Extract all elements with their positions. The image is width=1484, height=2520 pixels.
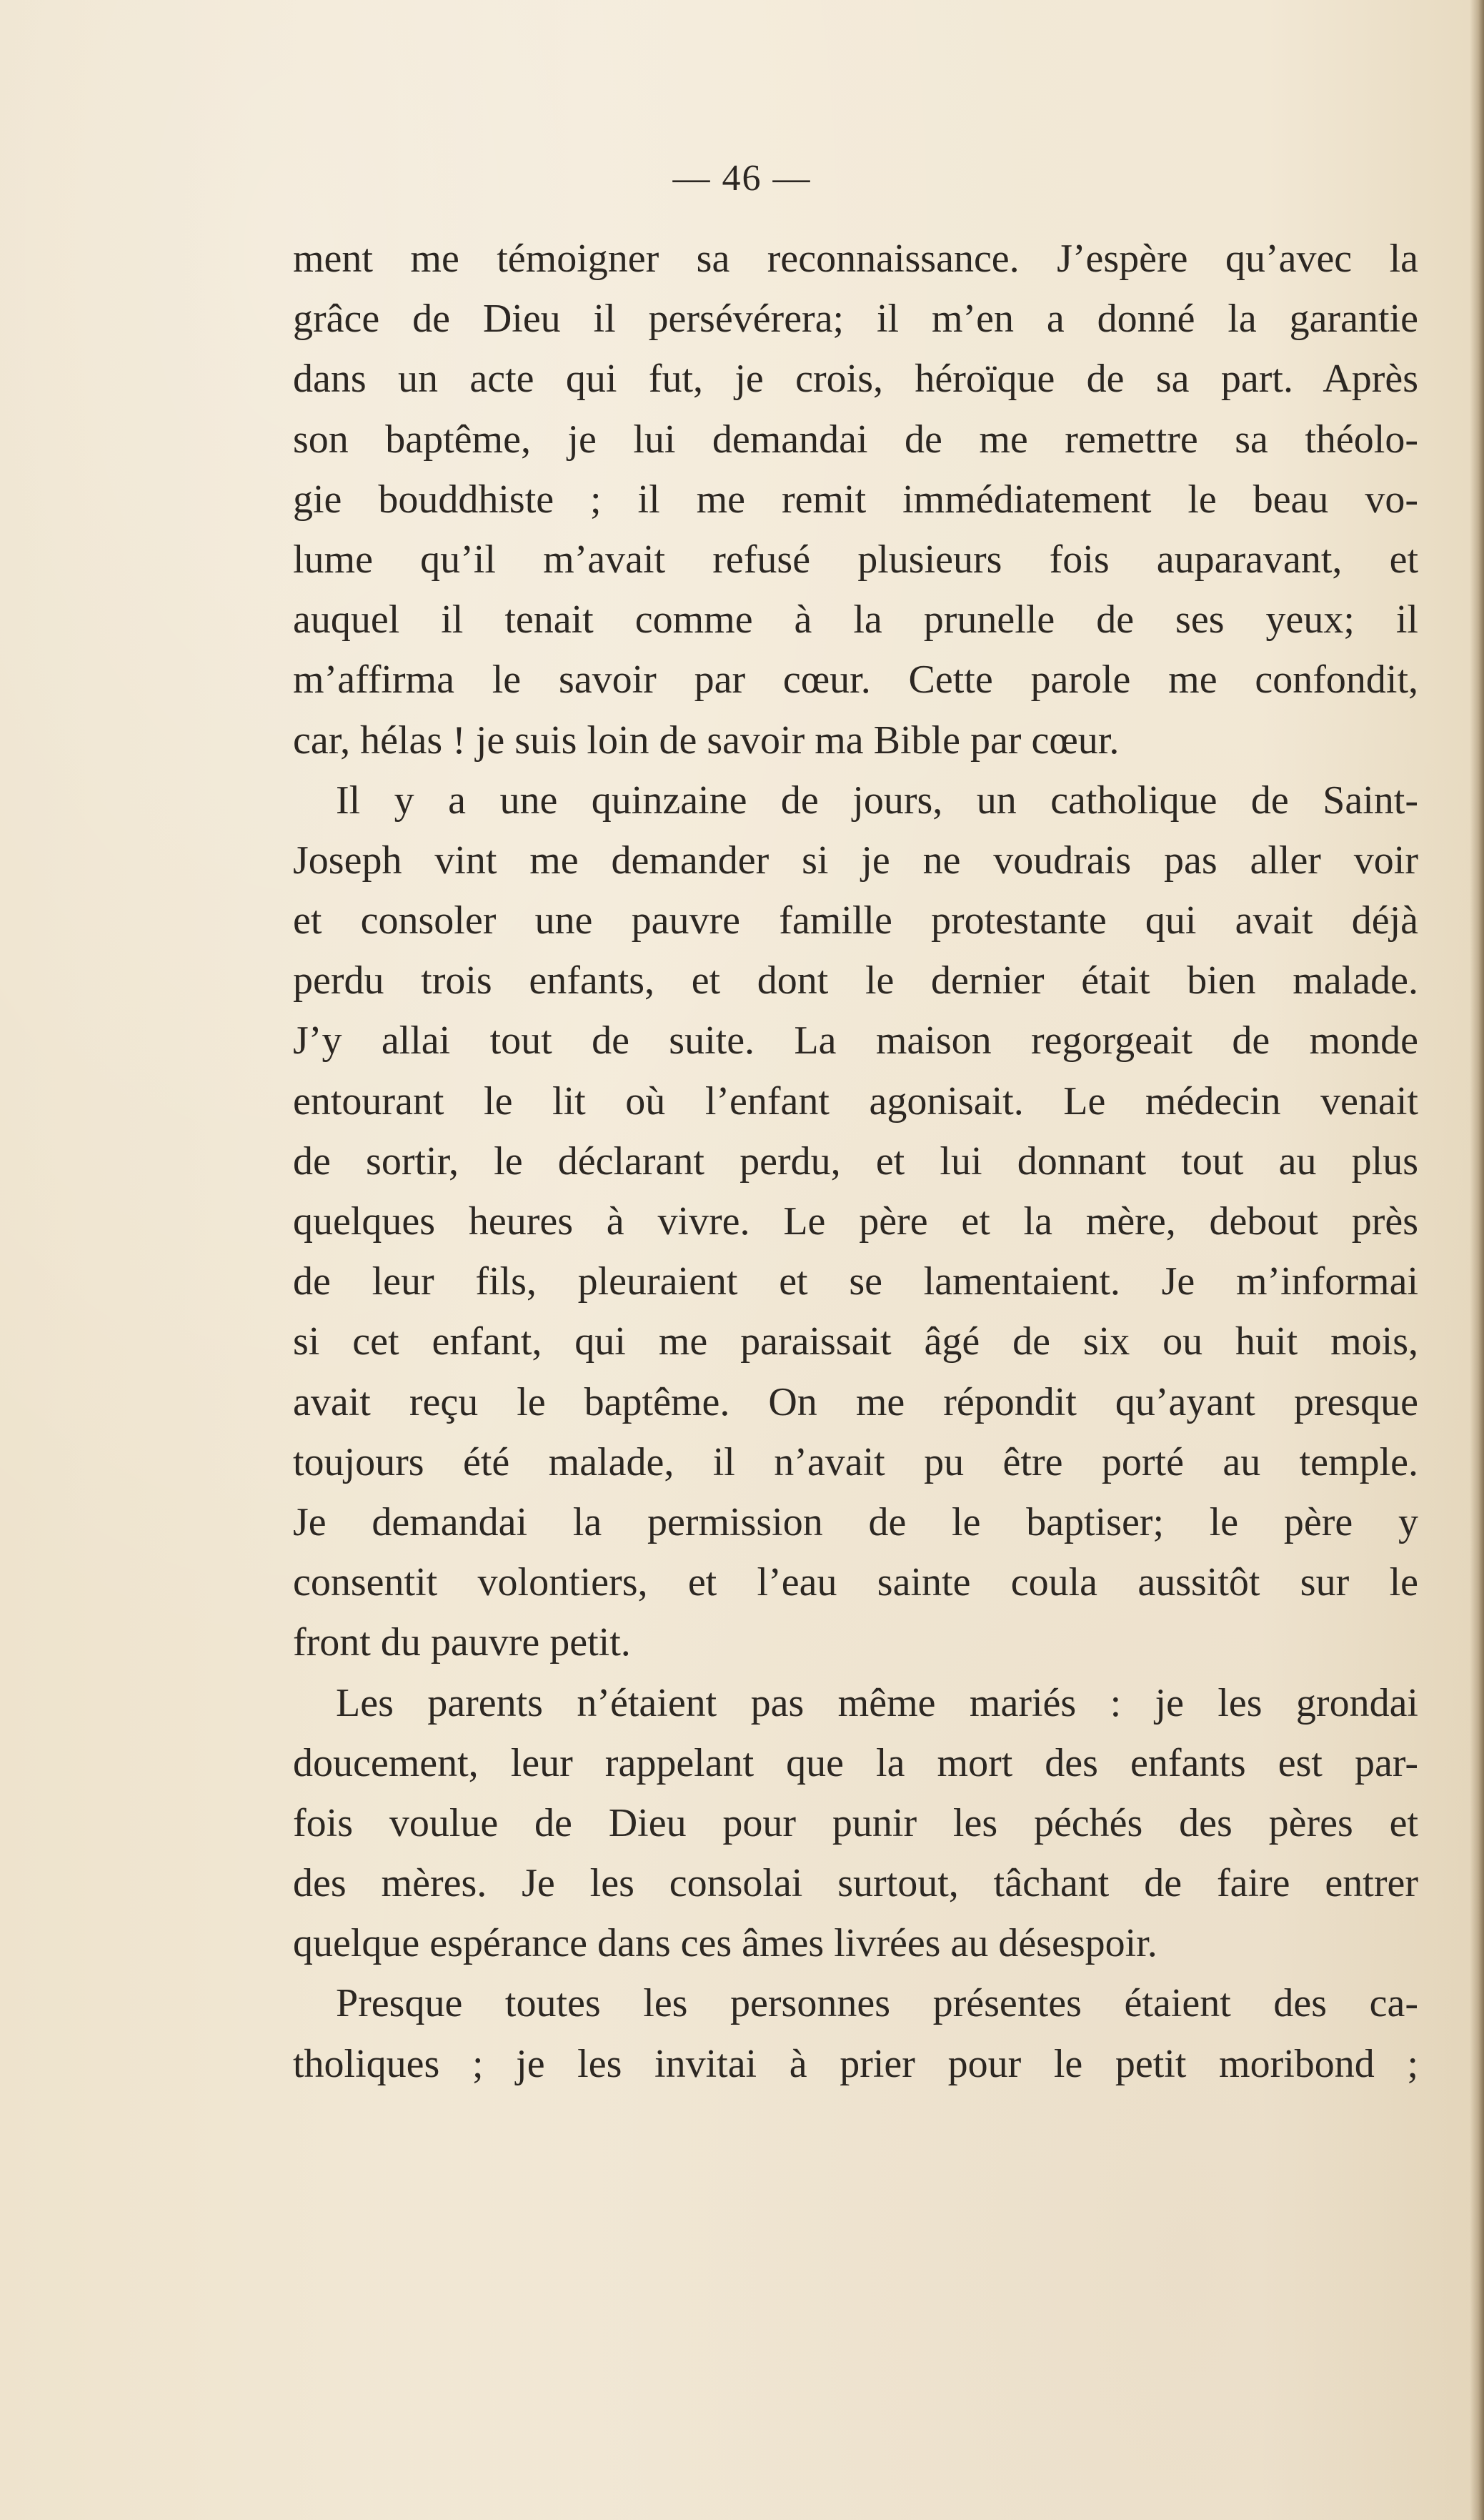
text-line: m’affirma le savoir par cœur. Cette parole me confondit, — [293, 658, 1418, 703]
paragraph — [293, 770, 1418, 1673]
text-line: toujours été malade, il n’avait pu être porté au temple. — [293, 1439, 1418, 1484]
text-line: car, hélas ! je suis loin de savoir ma Bible par cœur. — [293, 718, 1120, 763]
paragraph-container — [293, 229, 1418, 2094]
text-line: de sortir, le déclarant perdu, et lui donnant tout au plus — [293, 1139, 1418, 1184]
text-line: fois voulue de Dieu pour punir les péchés des pères et — [293, 1800, 1418, 1845]
text-line: Il y a une quinzaine de jours, un catholique de Saint- — [336, 778, 1418, 823]
text-line: ment me témoigner sa reconnaissance. J’espère qu’avec la — [293, 237, 1418, 281]
text-line: lume qu’il m’avait refusé plusieurs fois auparavant, et — [293, 537, 1418, 582]
text-line: son baptême, je lui demandai de me remettre sa théolo- — [293, 417, 1418, 462]
text-line: des mères. Je les consolai surtout, tâchant de faire entrer — [293, 1861, 1418, 1906]
page-number: — 46 — — [672, 158, 812, 199]
text-line: quelques heures à vivre. Le père et la mère, debout près — [293, 1199, 1418, 1244]
text-line: doucement, leur rappelant que la mort des enfants est par- — [293, 1740, 1418, 1785]
paragraph — [293, 1673, 1418, 1974]
page-edge-shadow — [1470, 0, 1484, 2520]
text-line: Je demandai la permission de le baptiser; le père y — [293, 1499, 1418, 1544]
text-line: si cet enfant, qui me paraissait âgé de six ou huit mois, — [293, 1319, 1418, 1364]
text-line: consentit volontiers, et l’eau sainte coula aussitôt sur le — [293, 1560, 1418, 1605]
text-line: et consoler une pauvre famille protestante qui avait déjà — [293, 898, 1418, 943]
text-line: entourant le lit où l’enfant agonisait. Le médecin venait — [293, 1078, 1418, 1123]
text-line: perdu trois enfants, et dont le dernier était bien malade. — [293, 958, 1418, 1003]
text-line: Presque toutes les personnes présentes étaient des ca- — [336, 1981, 1418, 2026]
paragraph — [293, 229, 1418, 770]
text-line: dans un acte qui fut, je crois, héroïque de sa part. Après — [293, 357, 1418, 402]
text-line: gie bouddhiste ; il me remit immédiatement le beau vo- — [293, 477, 1418, 522]
text-line: front du pauvre petit. — [293, 1620, 631, 1665]
text-line: tholiques ; je les invitai à prier pour le petit moribond ; — [293, 2041, 1418, 2086]
text-line: Les parents n’étaient pas même mariés : je les grondai — [336, 1680, 1418, 1725]
text-line: de leur fils, pleuraient et se lamentaient. Je m’informai — [293, 1259, 1418, 1304]
text-line: Joseph vint me demander si je ne voudrais pas aller voir — [293, 838, 1418, 883]
text-line: J’y allai tout de suite. La maison regorgeait de monde — [293, 1018, 1418, 1063]
text-line: auquel il tenait comme à la prunelle de ses yeux; il — [293, 597, 1418, 643]
text-line: grâce de Dieu il persévérera; il m’en a donné la garantie — [293, 297, 1418, 342]
paragraph — [293, 1973, 1418, 2093]
body-text — [293, 229, 1418, 2094]
text-line: avait reçu le baptême. On me répondit qu’ayant presque — [293, 1379, 1418, 1424]
text-line: quelque espérance dans ces âmes livrées au désespoir. — [293, 1921, 1157, 1966]
